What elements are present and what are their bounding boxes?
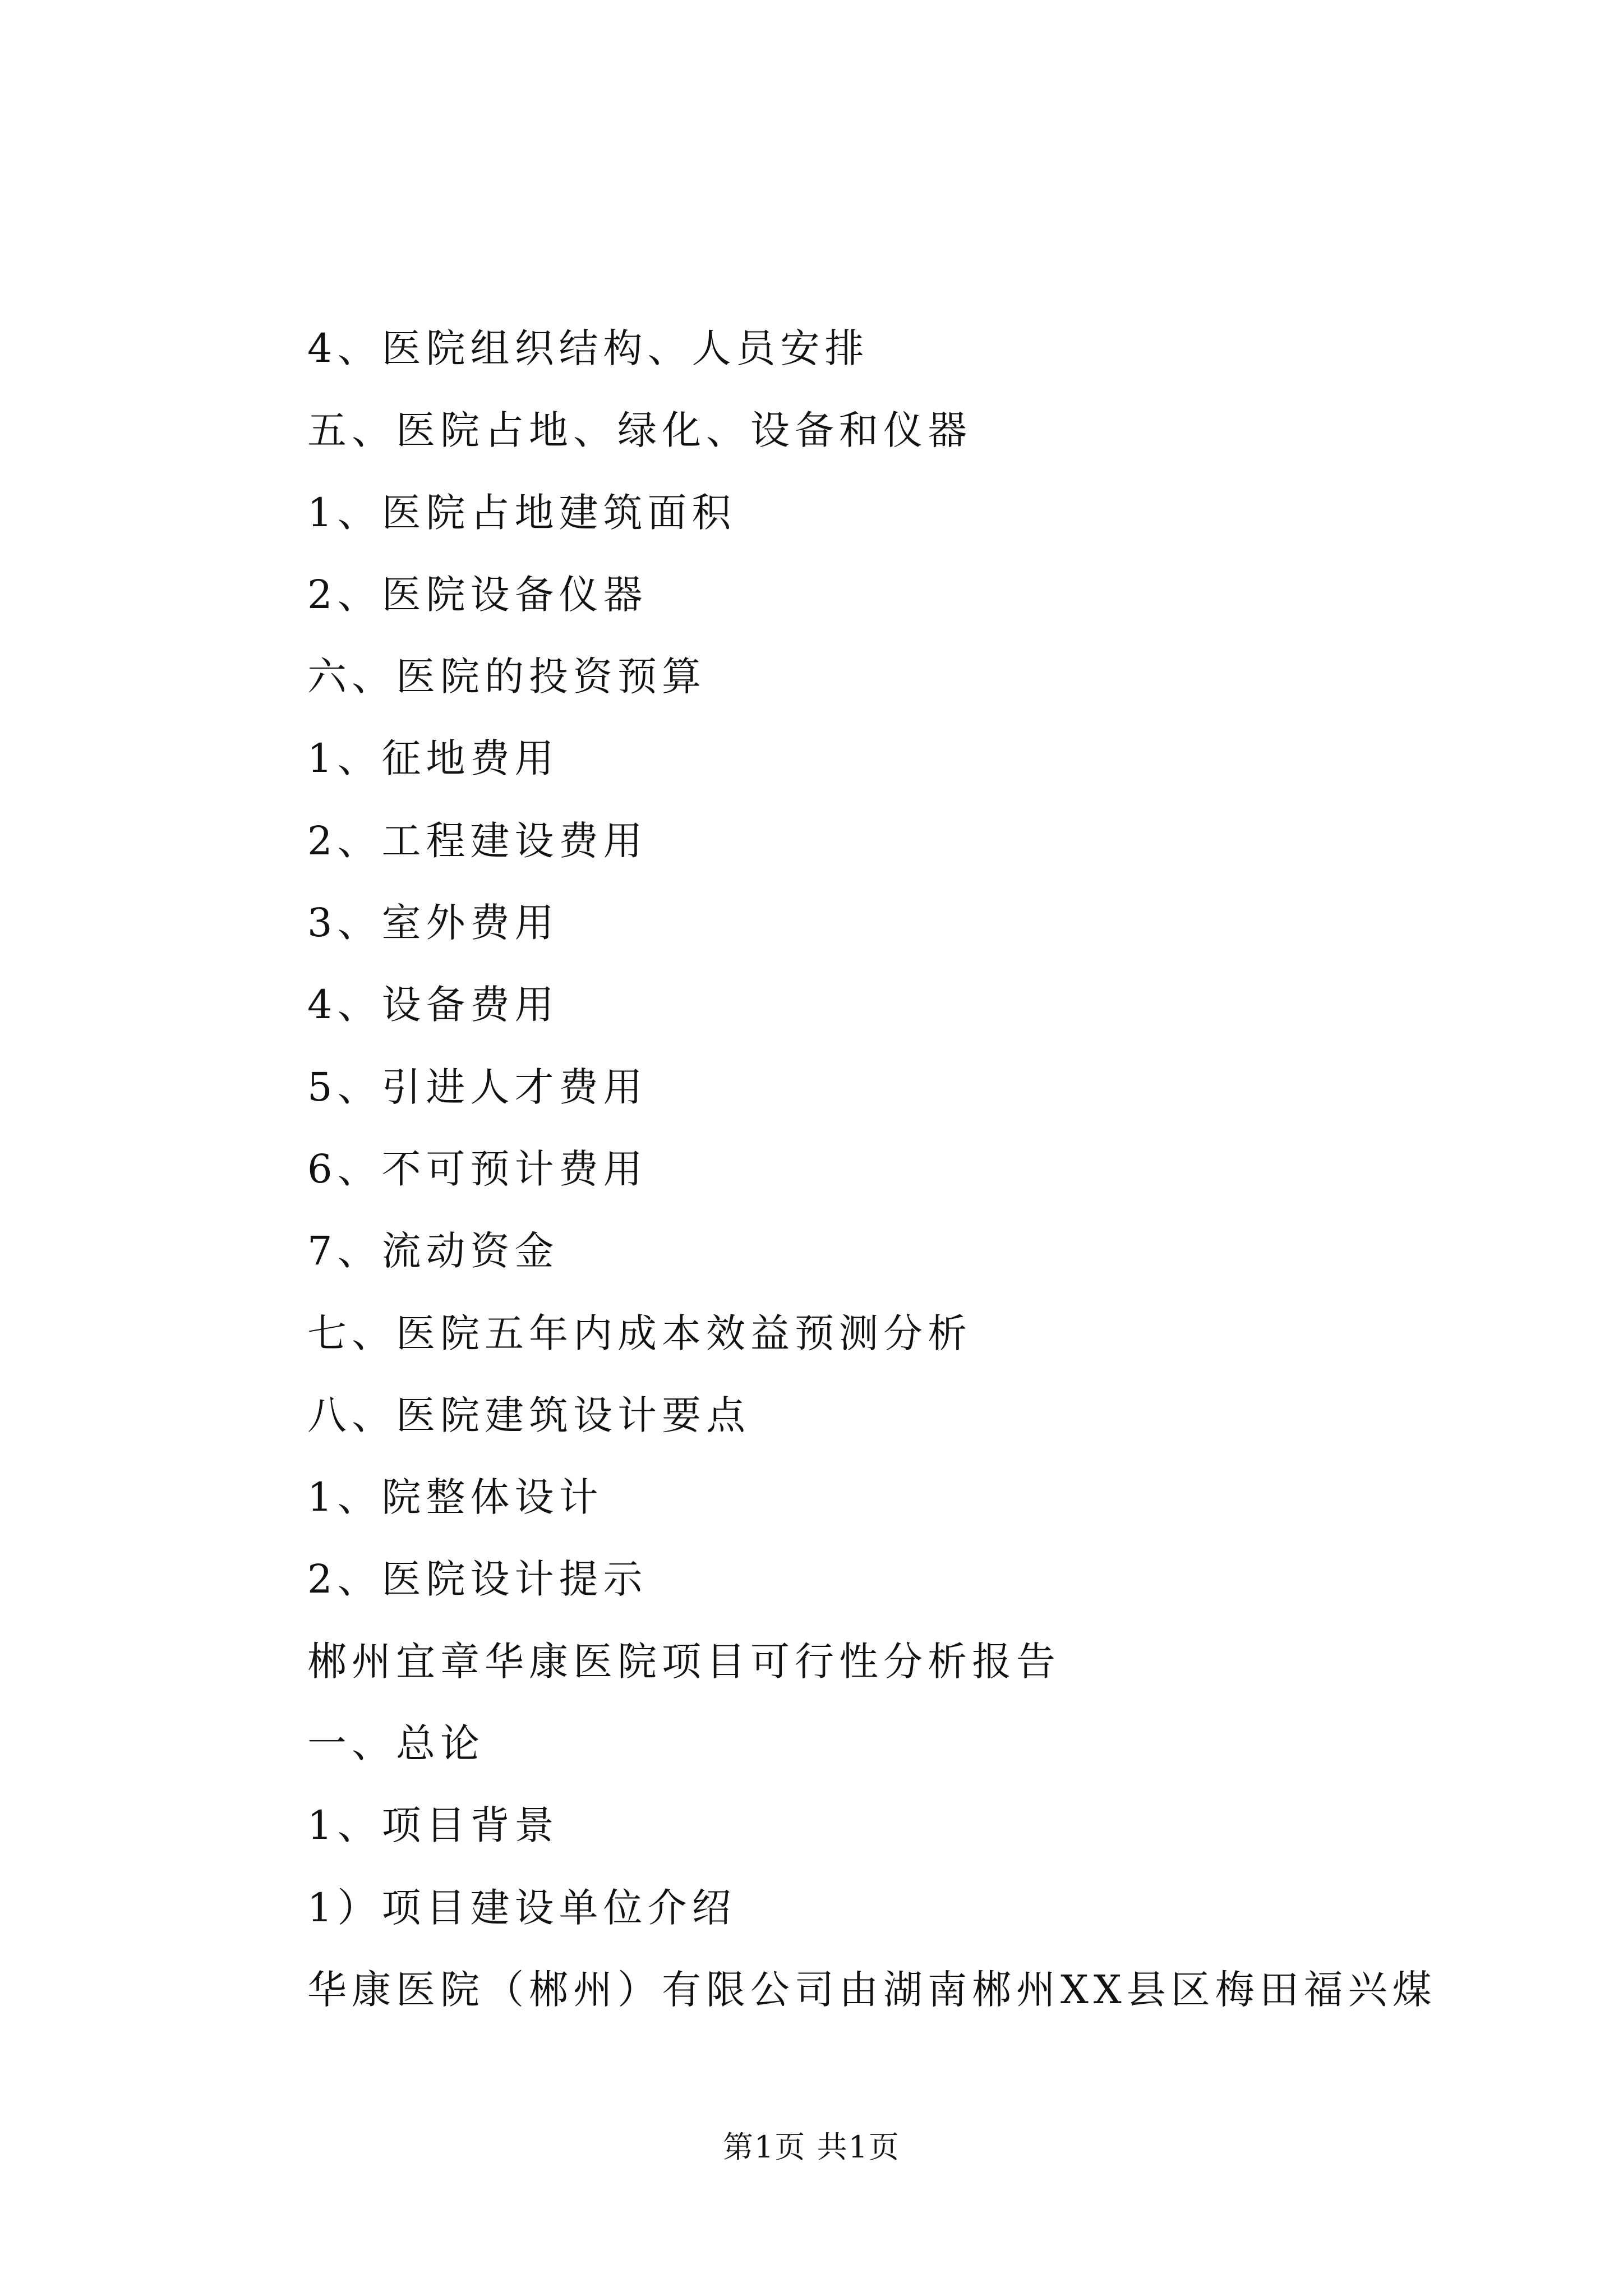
text-line: 6、不可预计费用: [307, 1145, 648, 1192]
text-line: 八、医院建筑设计要点: [307, 1392, 750, 1438]
text-line: 2、医院设备仪器: [307, 571, 648, 618]
text-line: 4、医院组织结构、人员安排: [307, 325, 869, 371]
document-title-line: 郴州宜章华康医院项目可行性分析报告: [307, 1638, 1061, 1685]
text-line: 3、室外费用: [307, 900, 559, 946]
text-line: 七、医院五年内成本效益预测分析: [307, 1310, 972, 1356]
text-line: 1、征地费用: [307, 735, 559, 782]
text-line: 4、设备费用: [307, 982, 559, 1028]
text-line: 一、总论: [307, 1720, 485, 1767]
page-footer: 第1页 共1页: [723, 2129, 900, 2165]
text-line: 1、项目背景: [307, 1802, 559, 1849]
text-line: 5、引进人才费用: [307, 1064, 648, 1110]
text-line: 1、医院占地建筑面积: [307, 489, 736, 536]
text-line: 五、医院占地、绿化、设备和仪器: [307, 407, 972, 454]
document-body: [307, 307, 1541, 2031]
text-line: 六、医院的投资预算: [307, 654, 706, 700]
text-line: 2、医院设计提示: [307, 1556, 648, 1603]
text-line: 华康医院（郴州）有限公司由湖南郴州XX县区梅田福兴煤: [307, 1966, 1437, 2013]
text-line: 2、工程建设费用: [307, 817, 648, 864]
text-line: 1）项目建设单位介绍: [307, 1884, 736, 1931]
text-line: 1、院整体设计: [307, 1474, 603, 1521]
text-line: 7、流动资金: [307, 1228, 559, 1274]
